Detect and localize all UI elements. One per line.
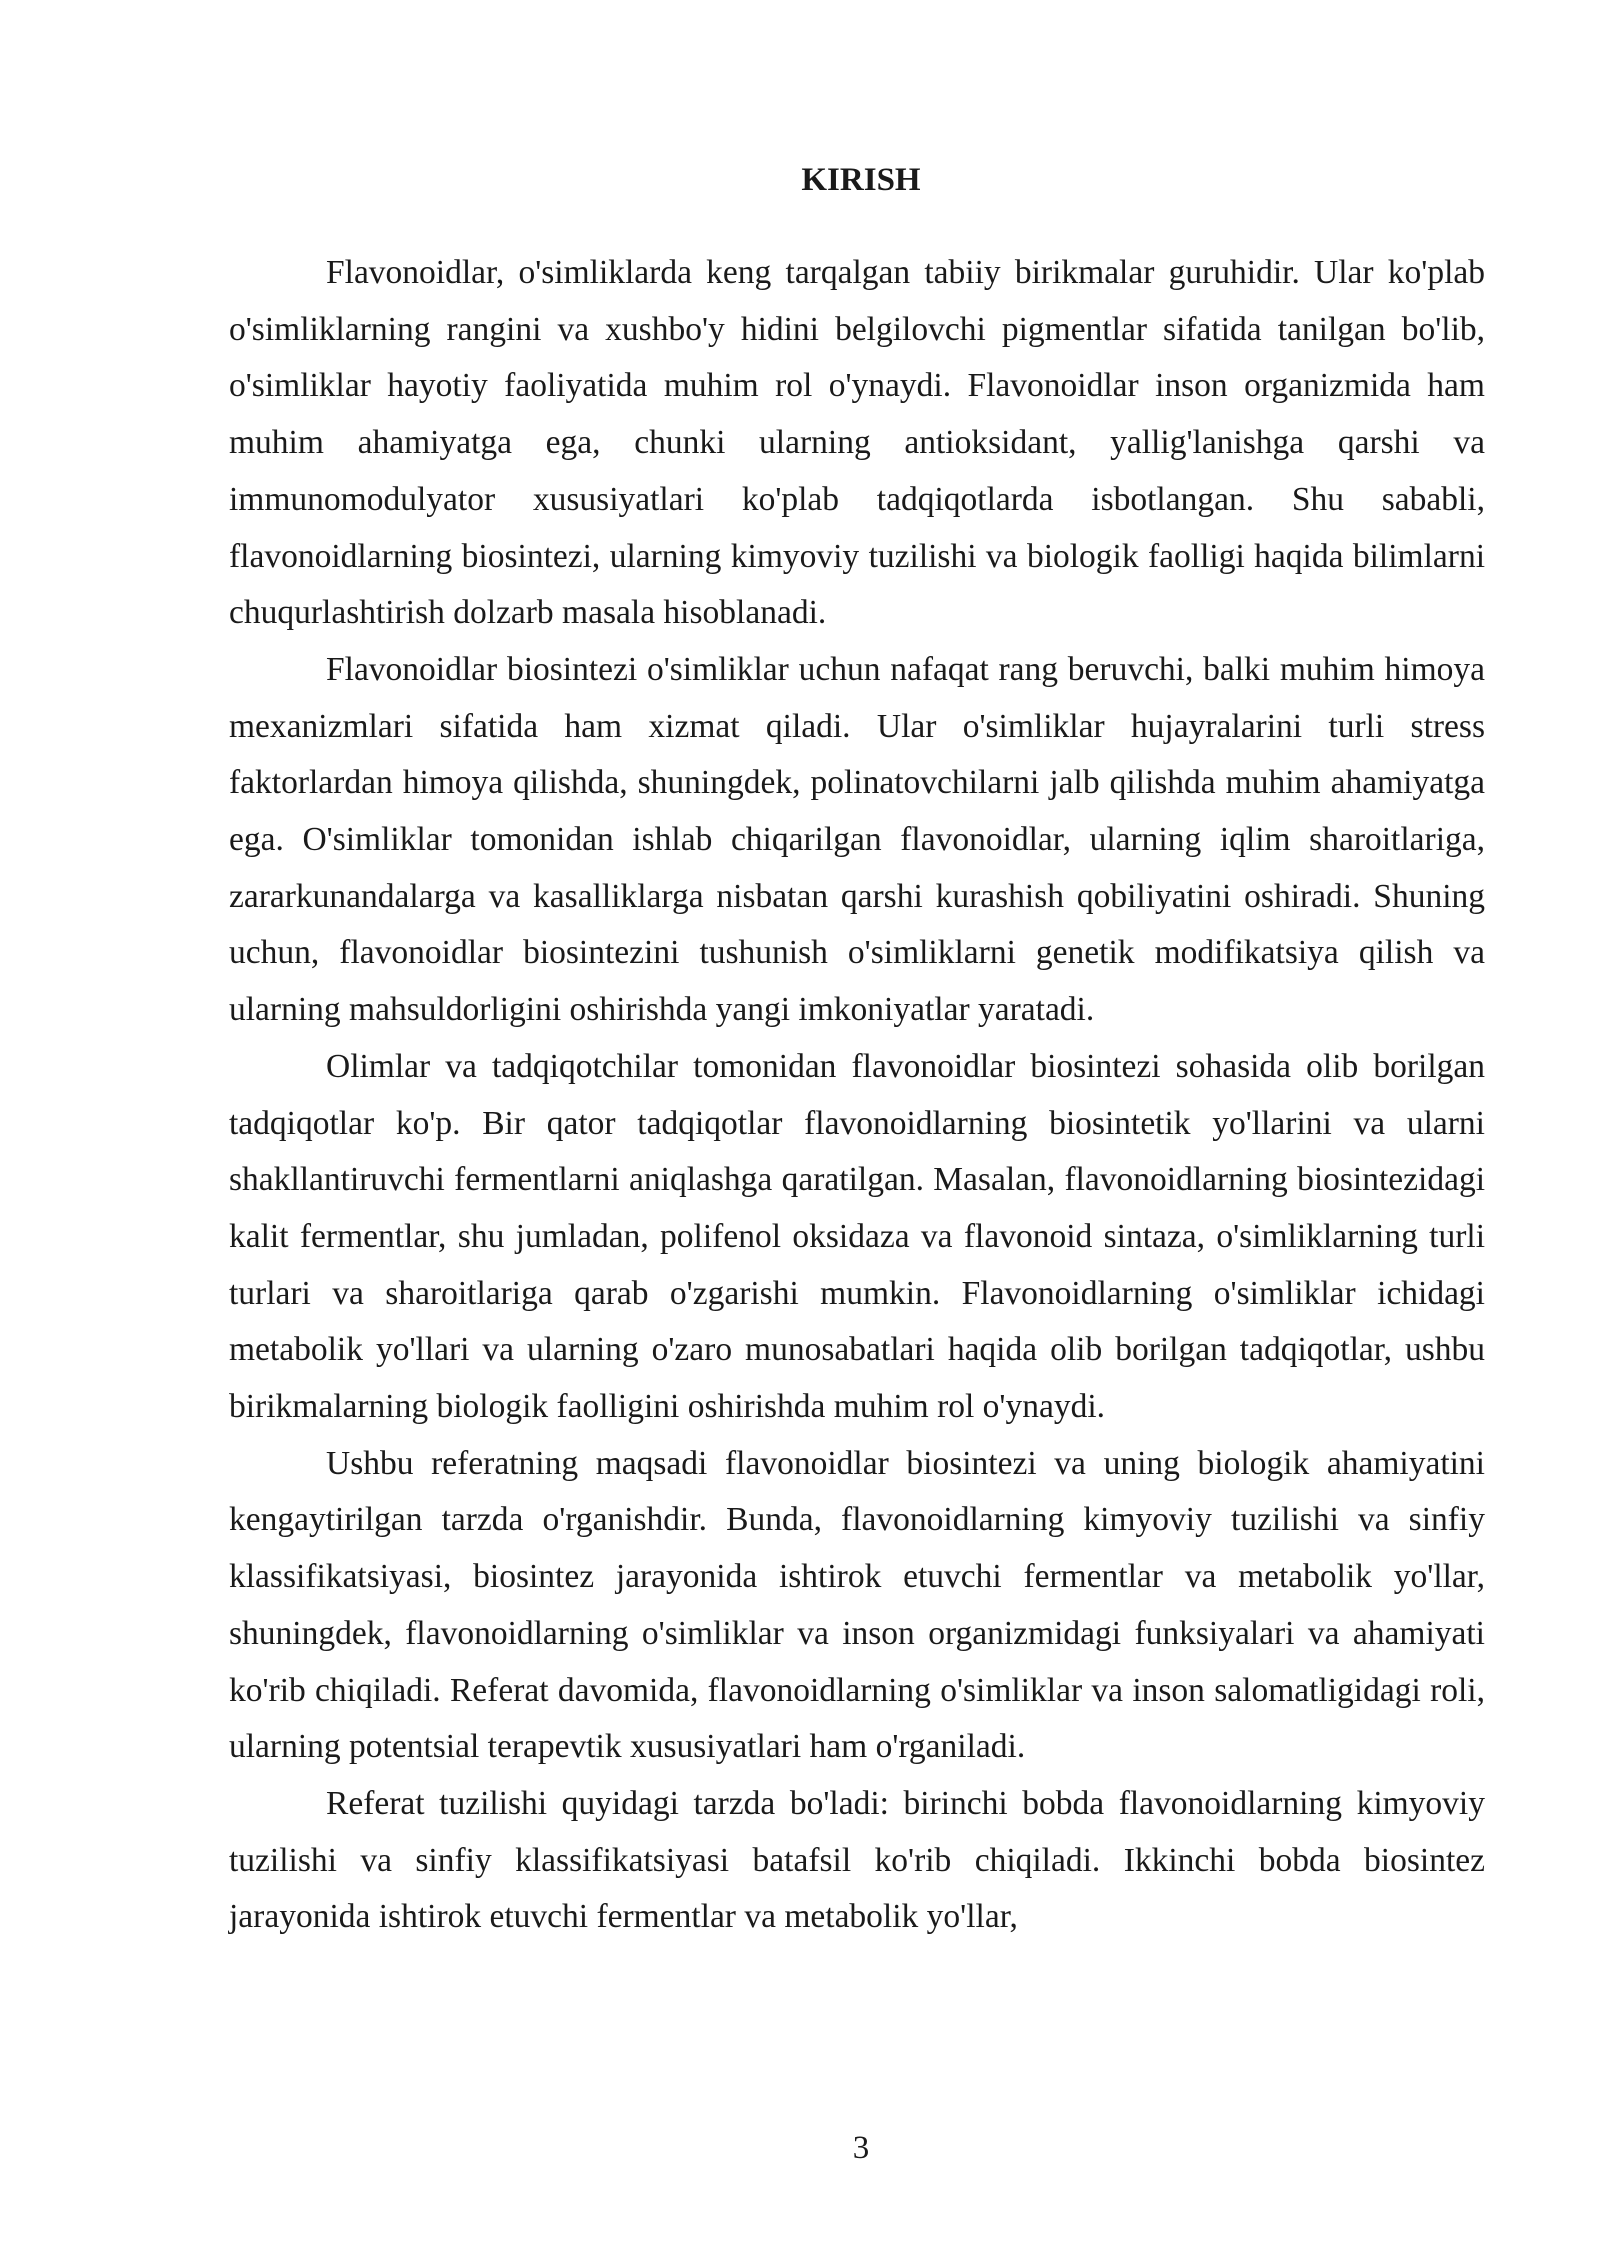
- paragraph: Referat tuzilishi quyidagi tarzda bo'ladi: birinchi bobda flavonoidlarning kimyoviy tuzilishi va sinfiy klassifikatsiyasi batafsil ko'rib chiqiladi. Ikkinchi bobda biosintez jarayonida ishtirok etuvchi fermentlar va metabolik yo'llar,: [229, 1784, 1485, 1936]
- paragraph: Flavonoidlar, o'simliklarda keng tarqalgan tabiiy birikmalar guruhidir. Ular ko'plab o'simliklarning rangini va xushbo'y hidini belgilovchi pigmentlar sifatida tanilgan bo'lib, o'simliklar hayotiy faoliyatida muhim rol o'ynaydi. Flavonoidlar inson organizmida ham muhim ahamiyatga ega, chunki ularning antioksidant, yallig'lanishga qarshi va immunomodulyator xususiyatlari ko'plab tadqiqotlarda isbotlangan. Shu sababli, flavonoidlarning biosintezi, ularning kimyoviy tuzilishi va biologik faolligi haqida bilimlarni chuqurlashtirish dolzarb masala hisoblanadi.: [229, 254, 1485, 632]
- document-body: [229, 245, 1485, 1946]
- page-number: 3: [852, 2130, 870, 2166]
- paragraph: Flavonoidlar biosintezi o'simliklar uchun nafaqat rang beruvchi, balki muhim himoya mexanizmlari sifatida ham xizmat qiladi. Ular o'simliklar hujayralarini turli stress faktorlardan himoya qilishda, shuningdek, polinatovchilarni jalb qilishda muhim ahamiyatga ega. O'simliklar tomonidan ishlab chiqarilgan flavonoidlar, ularning iqlim sharoitlariga, zararkunandalarga va kasalliklarga nisbatan qarshi kurashish qobiliyatini oshiradi. Shuning uchun, flavonoidlar biosintezini tushunish o'simliklarni genetik modifikatsiya qilish va ularning mahsuldorligini oshirishda yangi imkoniyatlar yaratadi.: [229, 650, 1485, 1029]
- page-title: KIRISH: [801, 162, 921, 198]
- paragraph: Olimlar va tadqiqotchilar tomonidan flavonoidlar biosintezi sohasida olib borilgan tadqiqotlar ko'p. Bir qator tadqiqotlar flavonoidlarning biosintetik yo'llarini va ularni shakllantiruvchi fermentlarni aniqlashga qaratilgan. Masalan, flavonoidlarning biosintezidagi kalit fermentlar, shu jumladan, polifenol oksidaza va flavonoid sintaza, o'simliklarning turli turlari va sharoitlariga qarab o'zgarishi mumkin. Flavonoidlarning o'simliklar ichidagi metabolik yo'llari va ularning o'zaro munosabatlari haqida olib borilgan tadqiqotlar, ushbu birikmalarning biologik faolligini oshirishda muhim rol o'ynaydi.: [229, 1047, 1485, 1426]
- paragraph: Ushbu referatning maqsadi flavonoidlar biosintezi va uning biologik ahamiyatini kengaytirilgan tarzda o'rganishdir. Bunda, flavonoidlarning kimyoviy tuzilishi va sinfiy klassifikatsiyasi, biosintez jarayonida ishtirok etuvchi fermentlar va metabolik yo'llar, shuningdek, flavonoidlarning o'simliklar va inson organizmidagi funksiyalari va ahamiyati ko'rib chiqiladi. Referat davomida, flavonoidlarning o'simliklar va inson salomatligidagi roli, ularning potentsial terapevtik xususiyatlari ham o'rganiladi.: [229, 1444, 1485, 1766]
